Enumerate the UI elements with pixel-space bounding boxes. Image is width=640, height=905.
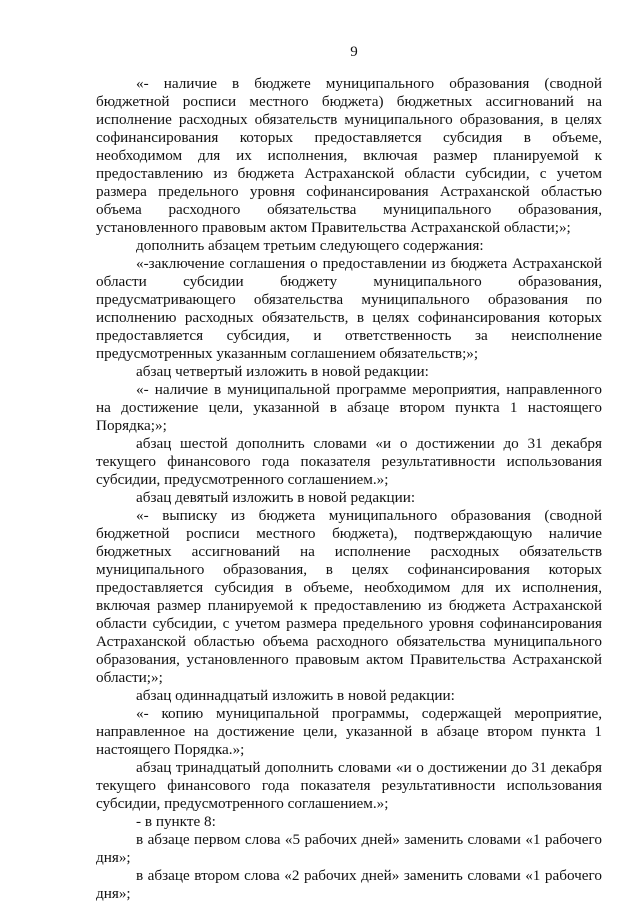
- paragraph: «- выписку из бюджета муниципального образования (сводной бюджетной росписи местного бюджета), подтверждающую наличие бюджетных ассигнований на исполнение расходных обязательств муниципального образования, в целях софинансирования которых предоставляется субсидия в объеме, необходимом для их исполнения, включая размер планируемой к предоставлению из бюджета Астраханской области субсидии, с учетом размера предельного уровня софинансирования Астраханской областью объема расходного обязательства муниципального образования, установленного правовым актом Правительства Астраханской области;»;: [96, 507, 602, 686]
- paragraph: абзац четвертый изложить в новой редакции:: [136, 363, 429, 380]
- paragraph: «- копию муниципальной программы, содержащей мероприятие, направленное на достижение цели, указанной в абзаце втором пункта 1 настоящего Порядка.»;: [96, 705, 602, 758]
- paragraph: абзац девятый изложить в новой редакции:: [136, 489, 416, 506]
- paragraph: абзац шестой дополнить словами «и о достижении до 31 декабря текущего финансового года показателя результативности использования субсидии, предусмотренного соглашением.»;: [96, 435, 602, 488]
- paragraph: абзац тринадцатый дополнить словами «и о достижении до 31 декабря текущего финансового года показателя результативности использования субсидии, предусмотренного соглашением.»;: [96, 759, 602, 812]
- page-number: 9: [350, 44, 358, 60]
- paragraph: в абзаце первом слова «5 рабочих дней» заменить словами «1 рабочего дня»;: [96, 831, 602, 866]
- paragraph: «-заключение соглашения о предоставлении из бюджета Астраханской области субсидии бюджету муниципального образования, предусматривающего обязательства муниципального образования по исполнению расходных обязательств, в целях софинансирования которых предоставляется субсидия, и ответственность за неисполнение предусмотренных указанным соглашением обязательств;»;: [96, 255, 602, 362]
- paragraph: в абзаце втором слова «2 рабочих дней» заменить словами «1 рабочего дня»;: [96, 867, 602, 902]
- paragraph: «- наличие в бюджете муниципального образования (сводной бюджетной росписи местного бюджета) бюджетных ассигнований на исполнение расходных обязательств муниципального образования, в целях софинансирования которых предоставляется субсидия в объеме, необходимом для их исполнения, включая размер планируемой к предоставлению из бюджета Астраханской области субсидии, с учетом размера предельного уровня софинансирования Астраханской областью объема расходного обязательства муниципального образования, установленного правовым актом Правительства Астраханской области;»;: [96, 75, 602, 236]
- paragraph: «- наличие в муниципальной программе мероприятия, направленного на достижение цели, указанной в абзаце втором пункта 1 настоящего Порядка;»;: [96, 381, 602, 434]
- document-body: [96, 75, 602, 903]
- paragraph: абзац одиннадцатый изложить в новой редакции:: [136, 687, 455, 704]
- paragraph: дополнить абзацем третьим следующего содержания:: [136, 237, 484, 254]
- paragraph: - в пункте 8:: [136, 813, 216, 830]
